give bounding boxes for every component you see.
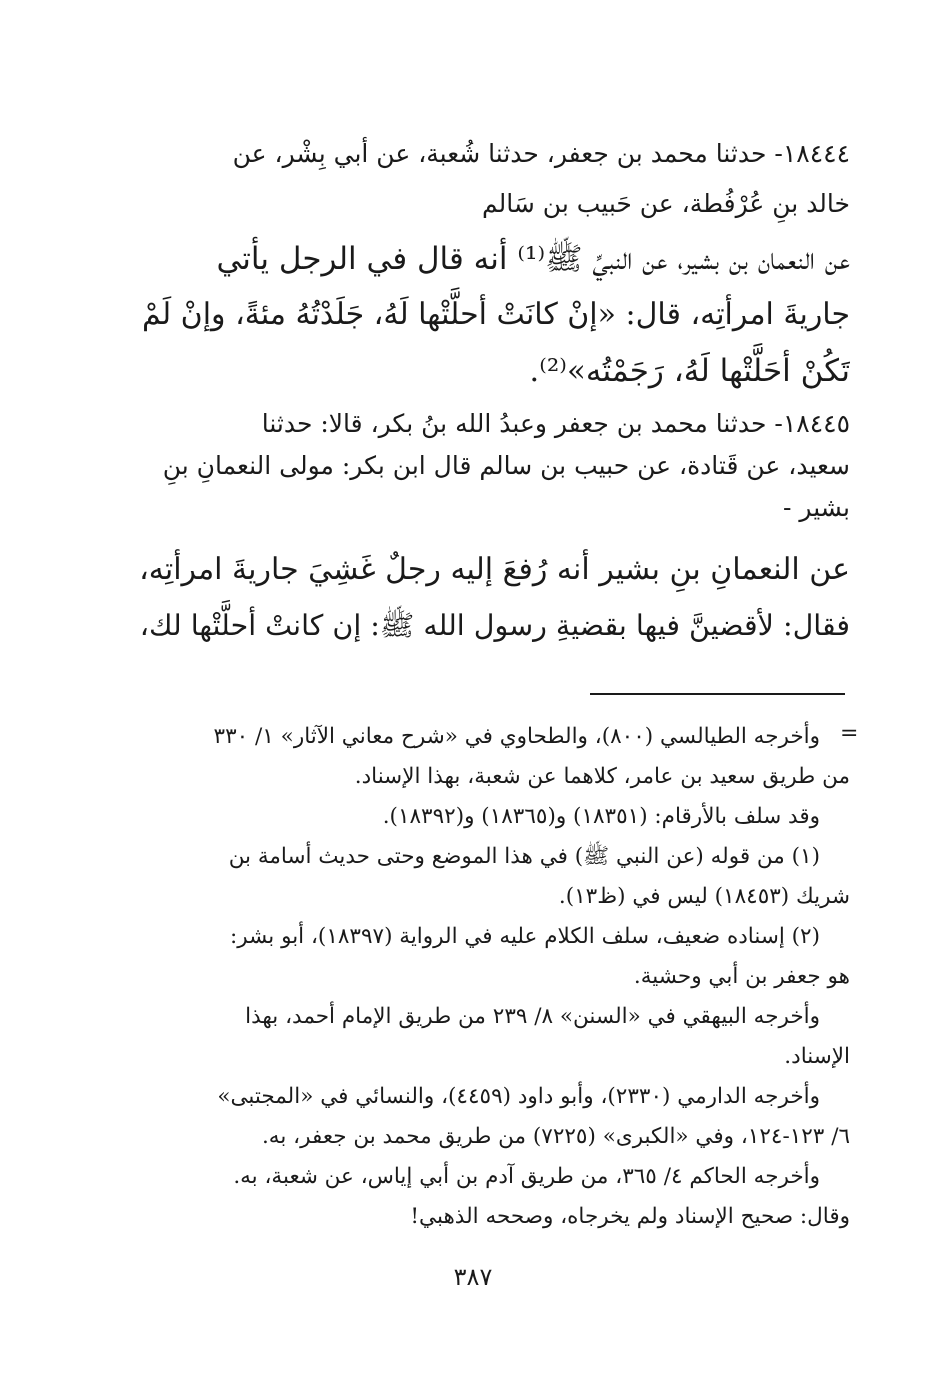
footnote-paragraph: [138, 837, 850, 917]
footnotes-section: [138, 717, 850, 1237]
isnad-line: ١٨٤٤٤- حدثنا محمد بن جعفر، حدثنا شُعبة، عن أبي بِشْر، عن: [232, 139, 850, 168]
hadith-18444-matn: [138, 231, 850, 399]
footnote-line: (٢) إسناده ضعيف، سلف الكلام عليه في الرواية (١٨٣٩٧)، أبو بشر:: [229, 924, 820, 949]
matn-line: تَكُنْ أحَلَّتْها لَهُ، رَجَمْتُه»⁽²⁾.: [529, 353, 850, 389]
isnad-line: خالد بنِ عُرْفُطة، عن حَبيب بن سَالم: [482, 189, 850, 218]
hadith-18444-isnad: [138, 133, 850, 225]
footnote-paragraph: [138, 797, 850, 837]
footnote-line: وأخرجه البيهقي في «السنن» ٨/ ٢٣٩ من طريق الإمام أحمد، بهذا: [245, 1004, 820, 1029]
matn-line: عن النعمان بن بشير، عن النبيِّ ﷺ⁽¹⁾ أنه قال في الرجل يأتي: [216, 241, 850, 277]
hadith-18445-matn: [138, 542, 850, 654]
matn-line: فقال: لأقضينَّ فيها بقضيةِ رسول الله ﷺ: إن كانتْ أحلَّتْها لك،: [139, 609, 850, 642]
isnad-line: بشير -: [783, 493, 850, 522]
footnote-line: شريك (١٨٤٥٣) ليس في (ظ١٣).: [558, 884, 850, 909]
hadith-18445-isnad: [138, 403, 850, 529]
page-number: ٣٨٧: [453, 1263, 493, 1291]
footnote-paragraph: [138, 717, 850, 797]
isnad-line: ١٨٤٤٥- حدثنا محمد بن جعفر وعبدُ الله بنُ بكر، قالا: حدثنا: [261, 409, 850, 438]
footnote-line: (١) من قوله (عن النبي ﷺ) في هذا الموضع وحتى حديث أسامة بن: [228, 844, 820, 869]
footnote-line: وقد سلف بالأرقام: (١٨٣٥١) و(١٨٣٦٥) و(١٨٣٩٢).: [382, 804, 820, 829]
footnote-line: الإسناد.: [784, 1044, 850, 1069]
footnote-continuation-mark: =: [840, 721, 859, 746]
matn-line: جاريةَ امرأتِه، قال: «إنْ كانَتْ أحلَّتْها لَهُ، جَلَدْتُهُ مئةً، وإنْ لَمْ: [142, 297, 850, 332]
footnote-separator: [590, 693, 845, 695]
footnote-paragraph: [138, 917, 850, 997]
footnote-line: وقال: صحيح الإسناد ولم يخرجاه، وصححه الذهبي!: [410, 1204, 850, 1229]
footnote-line: من طريق سعيد بن عامر، كلاهما عن شعبة، بهذا الإسناد.: [354, 764, 850, 789]
isnad-line: سعيد، عن قَتادة، عن حبيب بن سالم قال ابن بكر: مولى النعمانِ بنِ: [162, 451, 850, 480]
footnote-paragraph: [138, 997, 850, 1077]
footnote-line: وأخرجه الطيالسي (٨٠٠)، والطحاوي في «شرح معاني الآثار» ١/ ٣٣٠: [213, 724, 820, 749]
matn-line: عن النعمانِ بنِ بشير أنه رُفعَ إليه رجلٌ غَشِيَ جاريةَ امرأتِه،: [139, 552, 850, 587]
footnote-line: وأخرجه الحاكم ٤/ ٣٦٥، من طريق آدم بن أبي إياس، عن شعبة، به.: [233, 1164, 820, 1189]
footnote-line: هو جعفر بن أبي وحشية.: [633, 964, 850, 989]
footnote-line: وأخرجه الدارمي (٢٣٣٠)، وأبو داود (٤٤٥٩)، والنسائي في «المجتبى»: [217, 1084, 820, 1109]
footnote-line: ٦/ ١٢٣-١٢٤، وفي «الكبرى» (٧٢٢٥) من طريق محمد بن جعفر، به.: [261, 1124, 850, 1149]
footnote-paragraph: [138, 1077, 850, 1157]
footnote-paragraph: [138, 1157, 850, 1237]
